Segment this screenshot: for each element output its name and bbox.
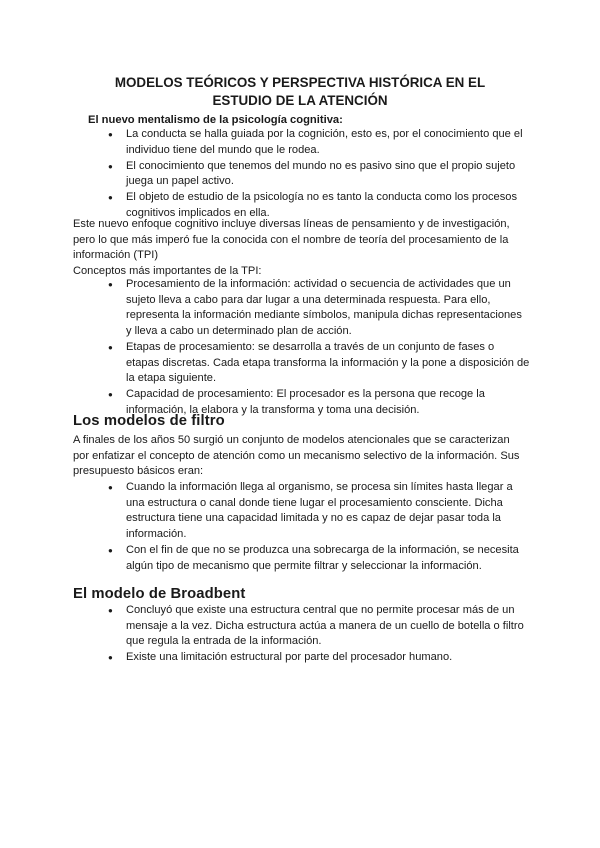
list-item: ● El objeto de estudio de la psicología no es tanto la conducta como los procesos cognitivos implicados en ella. [0,190,530,221]
section-heading-filtro: Los modelos de filtro [73,413,225,429]
list-item: ● Capacidad de procesamiento: El procesador es la persona que recoge la información, la elabora y la transforma y toma una decisión. [0,387,530,418]
list-item: ● Procesamiento de la información: actividad o secuencia de actividades que un sujeto lleva a cabo para dar lugar a una determinada respuesta. Para ello, representa la información mediante símbolos, manipula dichas representaciones y lleva a cabo un determinado plan de acción. [0,277,530,340]
list-item: ● Con el fin de que no se produzca una sobrecarga de la información, se necesita algún tipo de mecanismo que permite filtrar y seleccionar la información. [0,543,530,574]
list-item: ● El conocimiento que tenemos del mundo no es pasivo sino que el propio sujeto juega un papel activo. [0,159,530,190]
bullet-list-conceptos [0,277,530,419]
bullet-list-broadbent [0,603,530,666]
list-item: ● Cuando la información llega al organismo, se procesa sin límites hasta llegar a una estructura o canal donde tiene lugar el procesamiento consciente. Dicha estructura tiene una capacidad limitada y no es capaz de dejar pasar toda la información. [0,480,530,543]
document-title: MODELOS TEÓRICOS Y PERSPECTIVA HISTÓRICA EN EL ESTUDIO DE LA ATENCIÓN [114,75,486,108]
bullet-list-filtro [0,480,530,575]
section-heading-mentalismo: El nuevo mentalismo de la psicología cognitiva: [88,114,343,126]
section-heading-broadbent: El modelo de Broadbent [73,586,246,602]
list-item: ● Existe una limitación estructural por parte del procesador humano. [0,650,530,666]
bullet-list-mentalismo [0,127,530,222]
list-item: ● La conducta se halla guiada por la cognición, esto es, por el conocimiento que el individuo tiene del mundo que le rodea. [0,127,530,158]
list-item: ● Etapas de procesamiento: se desarrolla a través de un conjunto de fases o etapas discretas. Cada etapa transforma la información y la pone a disposición de la etapa siguiente. [0,340,530,387]
list-item: ● Concluyó que existe una estructura central que no permite procesar más de un mensaje a la vez. Dicha estructura actúa a manera de un cuello de botella o filtro que regula la entrada de la información. [0,603,530,650]
paragraph-filtro-intro: A finales de los años 50 surgió un conjunto de modelos atencionales que se caracterizan por enfatizar el concepto de atención como un mecanismo selectivo de la información. Sus presupuesto básicos eran: [73,434,520,478]
paragraph-enfoque-cognitivo: Este nuevo enfoque cognitivo incluye diversas líneas de pensamiento y de investigación, pero lo que más imperó fue la conocida con el nombre de teoría del procesamiento de la información (TPI) [73,218,510,262]
paragraph-conceptos-intro: Conceptos más importantes de la TPI: [73,265,262,277]
